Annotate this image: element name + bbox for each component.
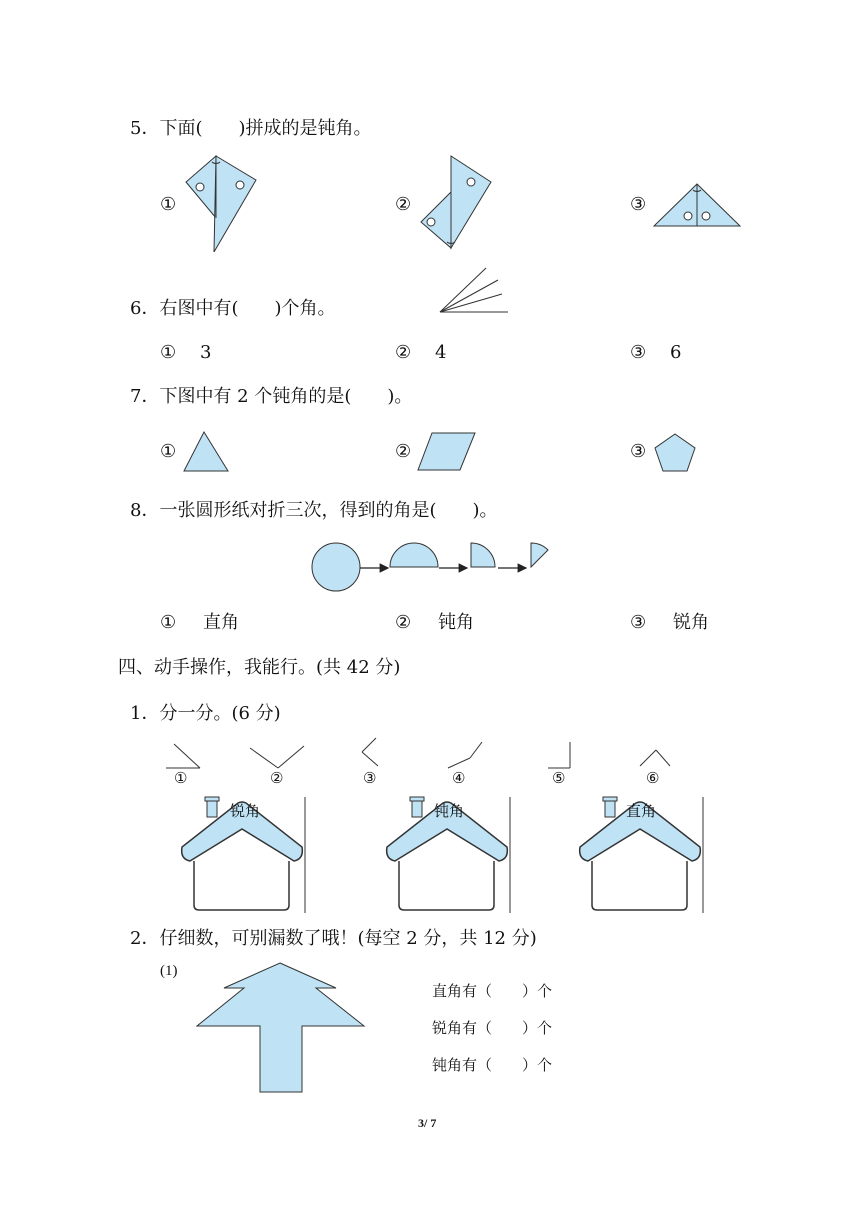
q5-option-2-mark: ② [395, 194, 412, 215]
q8-text: 8．一张圆形纸对折三次，得到的角是( )。 [130, 500, 498, 521]
q8-option-1-value: 直角 [203, 612, 239, 633]
q7-parallelogram [416, 431, 478, 473]
p1-angle-mark-6: ⑥ [646, 771, 660, 787]
q6-angle-figure [436, 264, 516, 316]
q6-text: 6．右图中有( )个角。 [130, 298, 336, 319]
q7-option-1-mark: ① [160, 441, 177, 462]
q6-option-2-value: 4 [435, 342, 447, 363]
p2-text: 2．仔细数，可别漏数了哦！(每空 2 分，共 12 分) [130, 928, 537, 949]
house-1-label: 锐角 [230, 804, 261, 820]
p1-angle-mark-4: ④ [452, 771, 466, 787]
q8-folding-figure [308, 538, 558, 598]
q5-figure-2 [415, 152, 495, 252]
q7-pentagon [652, 431, 698, 475]
section4-title: 四、动手操作，我能行。(共 42 分) [118, 657, 401, 678]
page-number: 3/ 7 [418, 1116, 437, 1130]
q7-text: 7．下图中有 2 个钝角的是( )。 [130, 386, 413, 407]
q6-option-3-value: 6 [670, 342, 682, 363]
q5-option-3-mark: ③ [630, 194, 647, 215]
q6-option-2-mark: ② [395, 342, 412, 363]
p2-sub-label: (1) [160, 963, 178, 979]
q8-option-2-mark: ② [395, 612, 412, 633]
house-2-label: 钝角 [434, 804, 465, 820]
q8-option-3-mark: ③ [630, 612, 647, 633]
p1-angle-2 [248, 740, 308, 774]
q5-option-1-mark: ① [160, 194, 177, 215]
p2-line-obtuse-angles: 钝角有（ ）个 [432, 1058, 553, 1074]
q5-figure-3 [652, 180, 742, 230]
p2-line-right-angles: 直角有（ ）个 [432, 984, 553, 1000]
q8-option-3-value: 锐角 [673, 612, 709, 633]
p1-angle-1 [166, 740, 206, 774]
house-3-label: 直角 [626, 804, 657, 820]
p2-line-acute-angles: 锐角有（ ）个 [432, 1021, 553, 1037]
p1-angle-mark-2: ② [270, 771, 284, 787]
q6-option-1-mark: ① [160, 342, 177, 363]
q5-figure-1 [180, 152, 260, 252]
tree-figure [196, 962, 366, 1094]
p1-angle-3 [358, 736, 388, 770]
p1-angle-6 [636, 740, 676, 774]
q8-option-1-mark: ① [160, 612, 177, 633]
p1-angle-mark-3: ③ [363, 771, 377, 787]
p1-angle-mark-1: ① [174, 771, 188, 787]
q7-option-2-mark: ② [395, 441, 412, 462]
q7-option-3-mark: ③ [630, 441, 647, 462]
p1-angle-mark-5: ⑤ [552, 771, 566, 787]
q5-text: 5．下面( )拼成的是钝角。 [130, 118, 372, 139]
p1-angle-5 [546, 740, 576, 774]
p1-text: 1．分一分。(6 分) [130, 703, 281, 724]
q7-triangle [182, 430, 232, 474]
q6-option-1-value: 3 [200, 342, 212, 363]
p1-angle-4 [446, 740, 486, 774]
q6-option-3-mark: ③ [630, 342, 647, 363]
q8-option-2-value: 钝角 [438, 612, 474, 633]
